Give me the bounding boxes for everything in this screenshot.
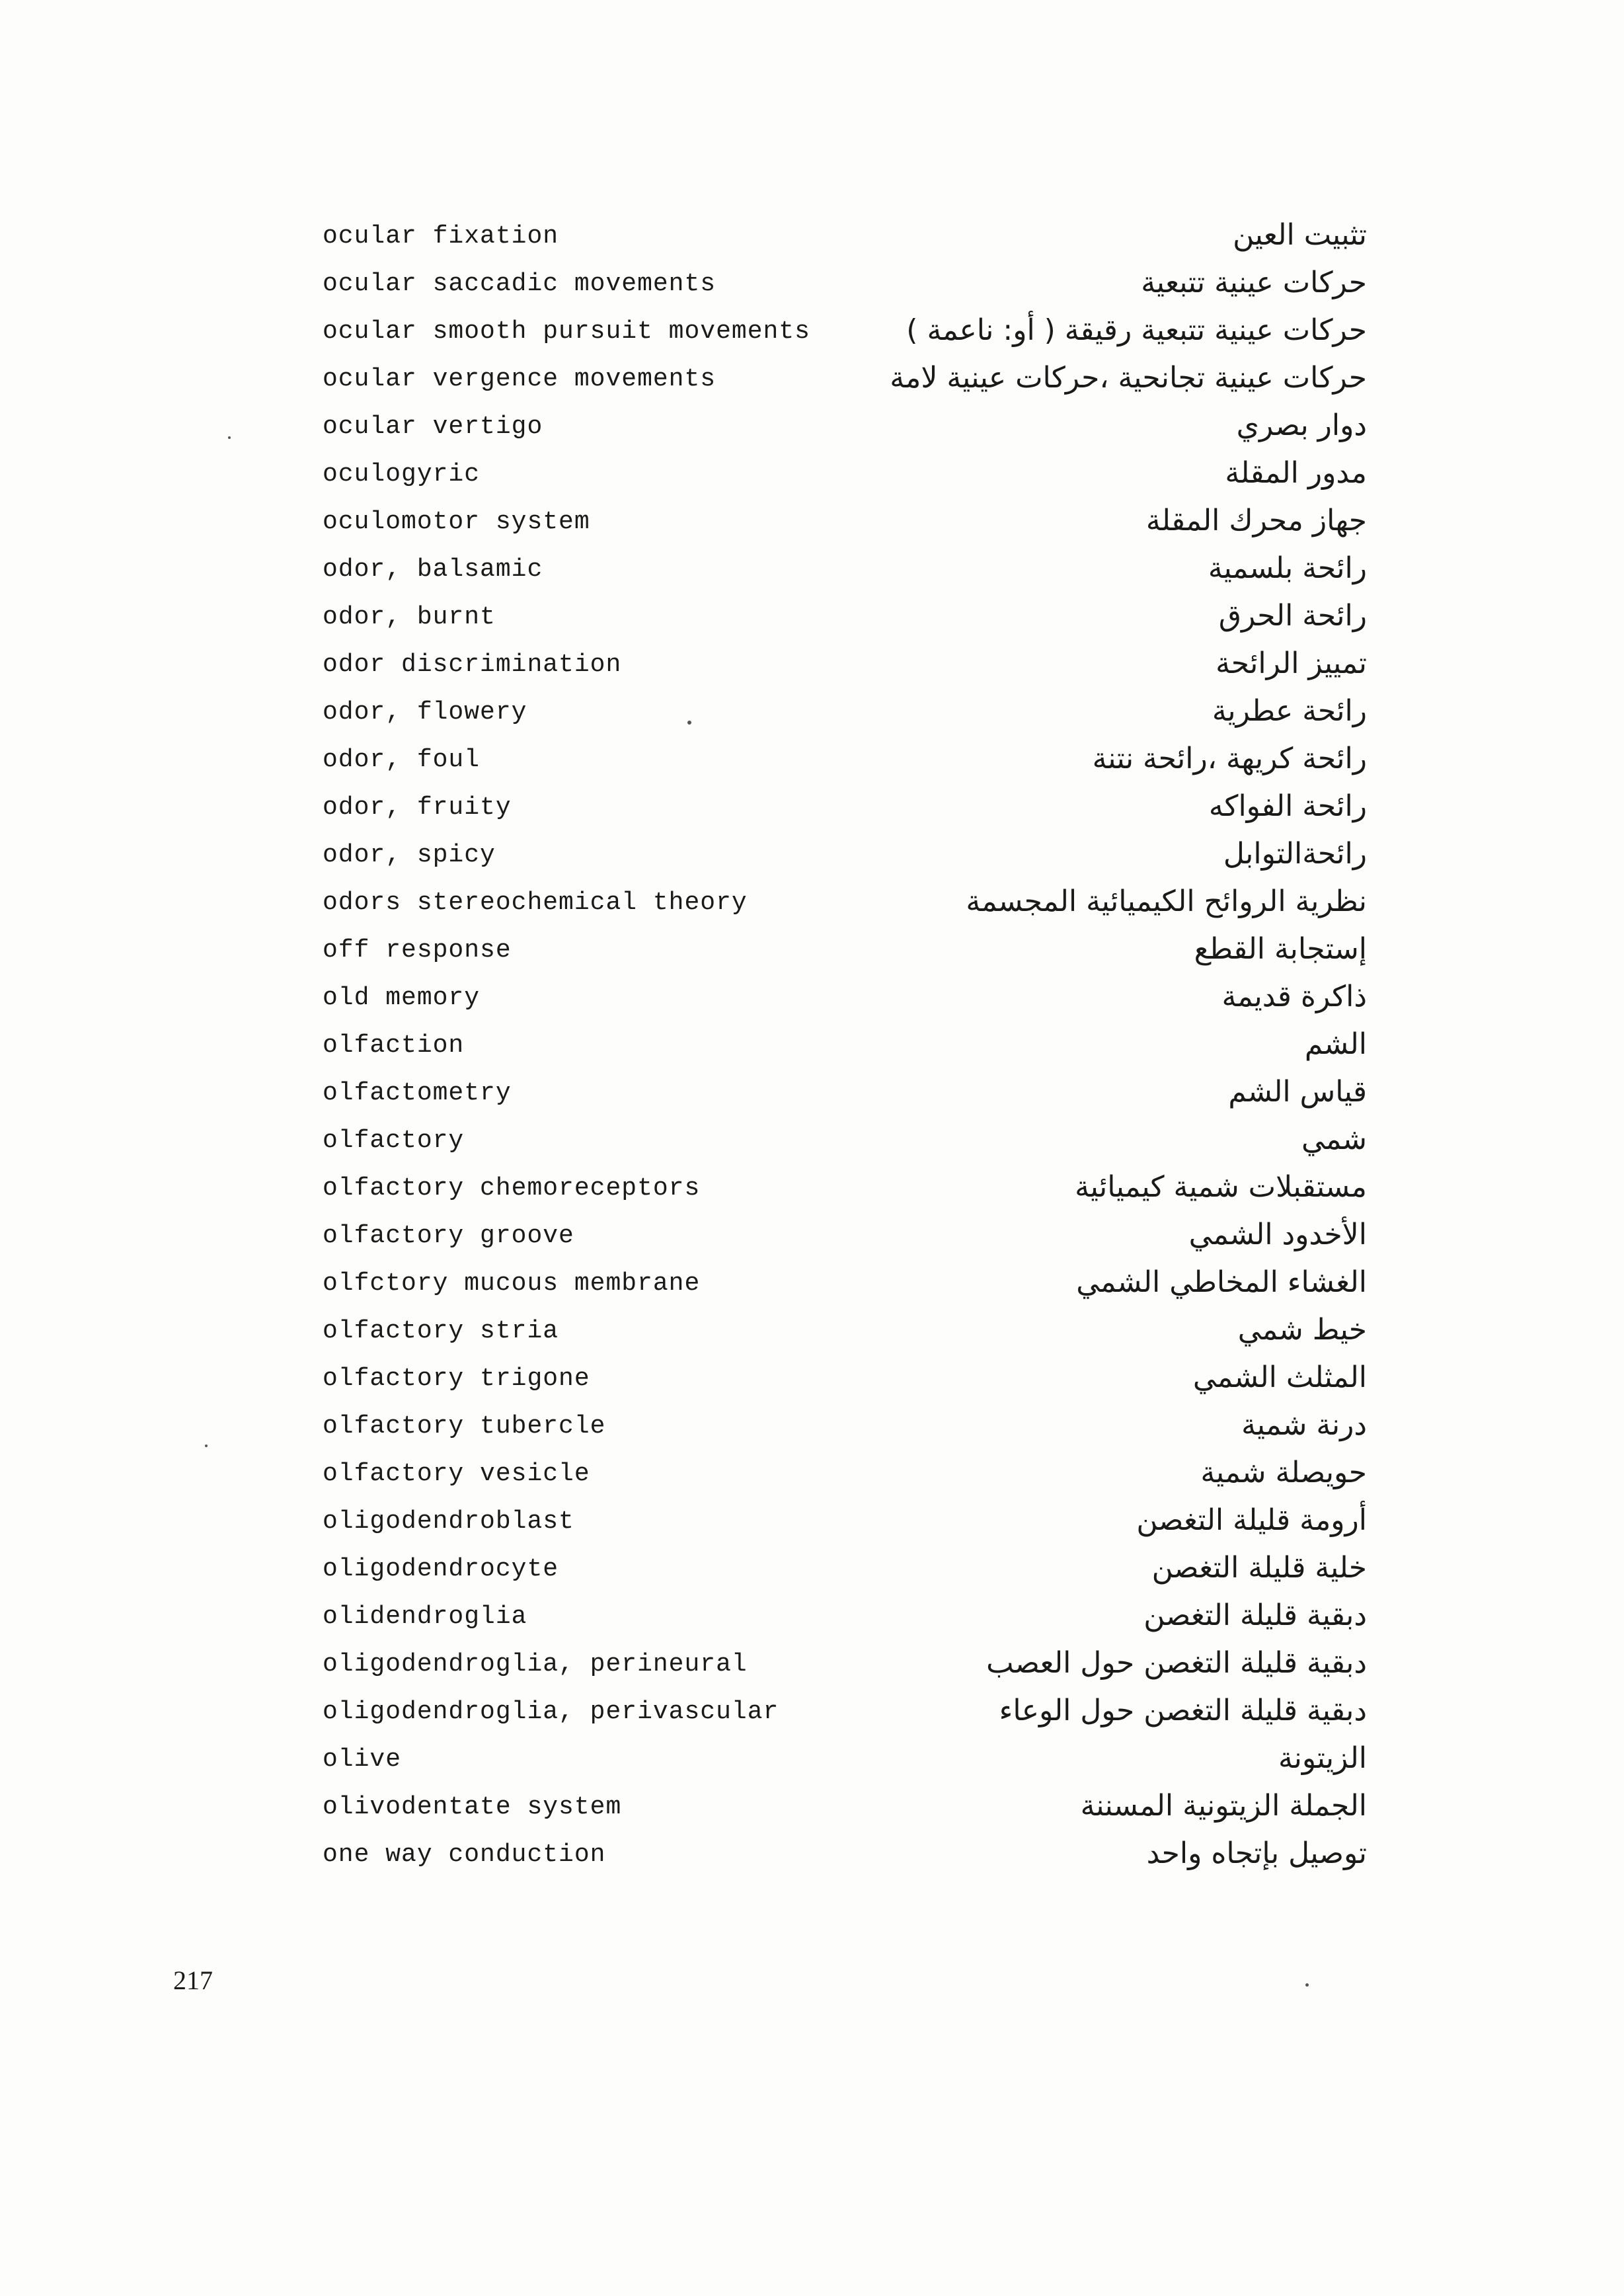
term-arabic: مستقبلات شمية كيميائية [1075, 1170, 1367, 1204]
term-english: olive [323, 1745, 402, 1774]
term-english: oligodendroglia, perineural [323, 1650, 748, 1679]
term-english: off response [323, 936, 512, 965]
term-english: olidendroglia [323, 1603, 527, 1631]
glossary-entry [323, 546, 1367, 594]
glossary-entry [323, 213, 1367, 260]
term-english: olfactory stria [323, 1317, 559, 1345]
term-arabic: إستجابة القطع [1194, 932, 1367, 966]
term-english: olfactory trigone [323, 1365, 590, 1393]
glossary-entry [323, 1403, 1367, 1450]
glossary-entry [323, 927, 1367, 974]
glossary-entry [323, 1593, 1367, 1641]
glossary-entry [323, 1165, 1367, 1212]
term-english: odors stereochemical theory [323, 889, 748, 917]
glossary-entry [323, 356, 1367, 403]
term-english: odor, flowery [323, 698, 527, 727]
term-arabic: رائحة بلسمية [1208, 551, 1367, 585]
term-arabic: ذاكرة قديمة [1221, 980, 1367, 1013]
glossary-entry [323, 1784, 1367, 1831]
term-english: olfactory vesicle [323, 1460, 590, 1488]
glossary-entry [323, 1355, 1367, 1403]
term-arabic: مدور المقلة [1225, 456, 1367, 490]
glossary-entry [323, 1498, 1367, 1546]
term-arabic: حركات عينية تتبعية رقيقة ( أو: ناعمة ) [906, 313, 1367, 347]
scan-speck [228, 436, 231, 439]
scan-speck [1305, 1983, 1309, 1987]
term-arabic: الزيتونة [1278, 1741, 1367, 1775]
glossary-entry [323, 832, 1367, 879]
term-english: olfactory chemoreceptors [323, 1174, 701, 1203]
term-arabic: رائحة عطرية [1212, 694, 1367, 728]
glossary-entry [323, 1260, 1367, 1308]
term-english: olfaction [323, 1031, 465, 1060]
glossary-entry [323, 784, 1367, 832]
term-arabic: الغشاء المخاطي الشمي [1076, 1265, 1367, 1299]
glossary-entry [323, 689, 1367, 736]
term-english: odor, foul [323, 746, 481, 774]
term-english: olfactometry [323, 1079, 512, 1107]
term-english: odor, spicy [323, 841, 496, 869]
term-arabic: أرومة قليلة التغصن [1136, 1503, 1367, 1537]
page-number: 217 [173, 1965, 213, 1995]
term-english: oculomotor system [323, 508, 590, 536]
term-english: olivodentate system [323, 1793, 622, 1821]
term-arabic: قياس الشم [1228, 1075, 1367, 1109]
term-english: olfactory groove [323, 1222, 574, 1250]
term-arabic: دبقية قليلة التغصن حول الوعاء [999, 1694, 1367, 1727]
glossary-entry [323, 594, 1367, 641]
term-arabic: دبقية قليلة التغصن [1143, 1599, 1367, 1632]
glossary-entry [323, 498, 1367, 546]
glossary-entry [323, 403, 1367, 451]
term-arabic: الشم [1304, 1027, 1367, 1061]
glossary-entry [323, 1308, 1367, 1355]
term-arabic: خيط شمي [1237, 1313, 1367, 1347]
glossary-entry [323, 1688, 1367, 1736]
term-english: ocular smooth pursuit movements [323, 317, 810, 346]
term-arabic: المثلث الشمي [1192, 1361, 1367, 1394]
glossary-entry [323, 1022, 1367, 1070]
term-english: ocular fixation [323, 222, 559, 251]
glossary-entry [323, 260, 1367, 308]
term-arabic: حويصلة شمية [1200, 1456, 1367, 1489]
glossary-entry [323, 641, 1367, 689]
term-arabic: رائحة الحرق [1218, 599, 1367, 633]
term-arabic: خلية قليلة التغصن [1151, 1551, 1367, 1585]
term-arabic: حركات عينية تجانحية ،حركات عينية لامة [890, 361, 1367, 395]
scan-speck [205, 1445, 208, 1447]
glossary-entry [323, 451, 1367, 498]
term-arabic: شمي [1301, 1123, 1367, 1156]
glossary-entry [323, 1831, 1367, 1879]
glossary-entry [323, 1212, 1367, 1260]
term-english: oligodendroglia, perivascular [323, 1698, 779, 1726]
scan-speck [687, 721, 691, 725]
glossary-entry [323, 974, 1367, 1022]
term-english: olfactory [323, 1127, 465, 1155]
glossary-entry [323, 1450, 1367, 1498]
term-arabic: دبقية قليلة التغصن حول العصب [986, 1646, 1367, 1680]
term-arabic: الأخدود الشمي [1188, 1218, 1367, 1251]
glossary-entry [323, 1070, 1367, 1117]
term-english: old memory [323, 984, 481, 1012]
term-english: one way conduction [323, 1841, 606, 1869]
glossary-entry [323, 736, 1367, 784]
glossary-entry [323, 1546, 1367, 1593]
term-arabic: توصيل بإتجاه واحد [1146, 1837, 1367, 1870]
glossary-entry [323, 1117, 1367, 1165]
glossary-entry [323, 1641, 1367, 1688]
term-english: olfactory tubercle [323, 1412, 606, 1441]
term-english: odor, balsamic [323, 555, 543, 584]
term-english: oligodendroblast [323, 1507, 574, 1536]
term-english: ocular vertigo [323, 413, 543, 441]
term-english: ocular saccadic movements [323, 270, 716, 298]
glossary-entry [323, 1736, 1367, 1784]
term-arabic: تثبيت العين [1233, 218, 1367, 252]
term-english: odor, burnt [323, 603, 496, 631]
term-arabic: جهاز محرك المقلة [1145, 504, 1367, 537]
term-arabic: رائحة كريهة ،رائحة نتنة [1092, 742, 1367, 775]
term-arabic: تمييز الرائحة [1216, 647, 1367, 680]
term-arabic: رائحة الفواكه [1208, 789, 1367, 823]
term-arabic: الجملة الزيتونية المسننة [1080, 1789, 1367, 1823]
term-english: ocular vergence movements [323, 365, 716, 393]
term-english: odor discrimination [323, 651, 622, 679]
glossary-list [323, 213, 1367, 1879]
term-english: oculogyric [323, 460, 481, 489]
term-english: oligodendrocyte [323, 1555, 559, 1583]
term-arabic: رائحةالتوابل [1223, 837, 1367, 871]
term-english: odor, fruity [323, 793, 512, 822]
term-arabic: نظرية الروائح الكيميائية المجسمة [966, 885, 1367, 918]
term-arabic: دوار بصري [1236, 409, 1367, 442]
term-arabic: حركات عينية تتبعية [1141, 266, 1367, 299]
glossary-entry [323, 879, 1367, 927]
glossary-entry [323, 308, 1367, 356]
term-english: olfctory mucous membrane [323, 1269, 701, 1298]
term-arabic: درنة شمية [1241, 1408, 1367, 1442]
